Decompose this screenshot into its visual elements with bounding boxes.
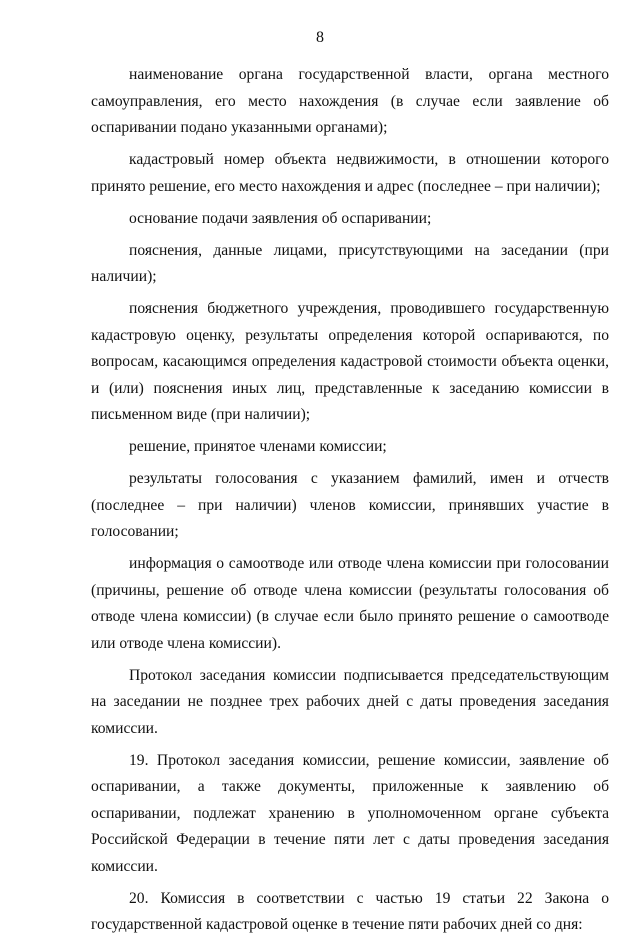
paragraph-authority-name: наименование органа государственной власти, органа местного самоуправления, его место нахождения (в случае если заявление об оспаривании подано указанными органами); — [91, 66, 609, 136]
paragraph-attendee-explanations: пояснения, данные лицами, присутствующими на заседании (при наличии); — [91, 241, 609, 285]
paragraph-budget-institution: пояснения бюджетного учреждения, проводившего государственную кадастровую оценку, результаты определения которой оспариваются, по вопросам, касающимся определения кадастровой стоимости объекта оценки, и (или) пояснения иных лиц, представленные к заседанию комиссии в письменном виде (при наличии); — [91, 300, 609, 423]
paragraph-item-19: 19. Протокол заседания комиссии, решение комиссии, заявление об оспаривании, а также документы, приложенные к заявлению об оспаривании, подлежат хранению в уполномоченном органе субъекта Российской Федерации в течение пяти лет с даты проведения заседания комиссии. — [91, 751, 609, 875]
paragraph-protocol-signing: Протокол заседания комиссии подписывается председательствующим на заседании не позднее трех рабочих дней с даты проведения заседания комиссии. — [91, 666, 609, 737]
document-body — [91, 62, 609, 944]
paragraph-recusal: информация о самоотводе или отводе члена комиссии при голосовании (причины, решение об отводе члена комиссии (результаты голосования об отводе члена комиссии) (в случае если было принято решение о самоотводе или отводе члена комиссии). — [91, 555, 609, 652]
paragraph-grounds: основание подачи заявления об оспаривании; — [129, 209, 432, 227]
paragraph-item-20: 20. Комиссия в соответствии с частью 19 статьи 22 Закона о государственной кадастровой оценке в течение пяти рабочих дней со дня: — [91, 889, 609, 933]
paragraph-cadastral-number: кадастровый номер объекта недвижимости, в отношении которого принято решение, его место нахождения и адрес (последнее – при наличии); — [91, 151, 609, 195]
paragraph-voting-results: результаты голосования с указанием фамилий, имен и отчеств (последнее – при наличии) членов комиссии, принявших участие в голосовании; — [91, 470, 609, 540]
page-number: 8 — [316, 29, 324, 46]
paragraph-decision: решение, принятое членами комиссии; — [129, 438, 387, 455]
